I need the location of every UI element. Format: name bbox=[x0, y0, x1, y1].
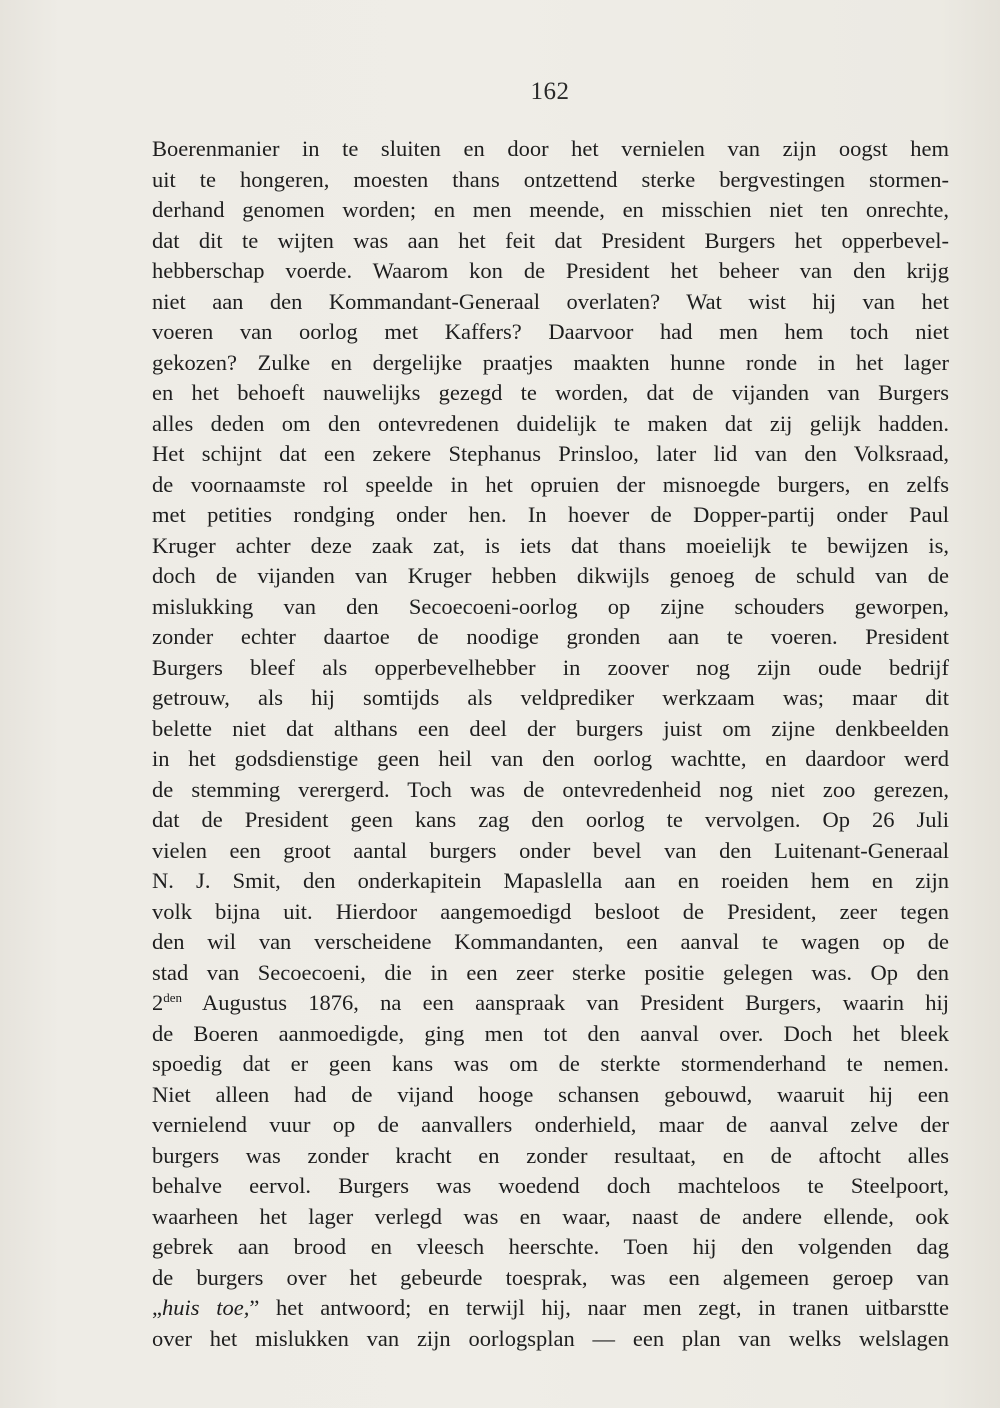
text-line: den wil van verscheidene Kommandanten, een aanval te wagen op de bbox=[152, 929, 949, 954]
text-line: gekozen? Zulke en dergelijke praatjes maakten hunne ronde in het lager bbox=[152, 349, 949, 375]
text-line: belette niet dat althans een deel der burgers juist om zijne denkbeelden bbox=[152, 715, 949, 741]
text-line: zonder echter daartoe de noodige gronden aan te voeren. President bbox=[152, 624, 949, 649]
text-line: volk bijna uit. Hierdoor aangemoedigd besloot de President, zeer tegen bbox=[152, 898, 949, 924]
text-line: hebberschap voerde. Waarom kon de President het beheer van den krijg bbox=[152, 258, 949, 283]
text-line: in het godsdienstige geen heil van den oorlog wachtte, en daardoor werd bbox=[152, 746, 949, 771]
text-line: gebrek aan brood en vleesch heerschte. Toen hij den volgenden dag bbox=[152, 1234, 949, 1259]
text-line-date bbox=[152, 988, 949, 1019]
text-line: Het schijnt dat een zekere Stephanus Prinsloo, later lid van den Volksraad, bbox=[152, 441, 949, 466]
text-line: met petities rondging onder hen. In hoever de Dopper-partij onder Paul bbox=[152, 502, 949, 527]
quote-rest: ” het antwoord; en terwijl hij, naar men zegt, in tranen uitbarstte bbox=[249, 1295, 949, 1320]
text-line: dat dit te wijten was aan het feit dat President Burgers het opperbevel- bbox=[152, 227, 949, 253]
text-line: doch de vijanden van Kruger hebben dikwijls genoeg de schuld van de bbox=[152, 563, 949, 588]
text-line-quote bbox=[152, 1293, 949, 1324]
date-rest: Augustus 1876, na een aanspraak van President Burgers, waarin hij bbox=[182, 990, 949, 1015]
text-line: vielen een groot aantal burgers onder bevel van den Luitenant-Generaal bbox=[152, 837, 949, 863]
text-line: de voornaamste rol speelde in het opruien der misnoegde burgers, en zelfs bbox=[152, 471, 949, 497]
text-line: voeren van oorlog met Kaffers? Daarvoor had men hem toch niet bbox=[152, 319, 949, 344]
text-line: alles deden om den ontevredenen duidelijk te maken dat zij gelijk hadden. bbox=[152, 410, 949, 436]
italic-quote: huis toe, bbox=[162, 1295, 250, 1320]
text-line: behalve eervol. Burgers was woedend doch machteloos te Steelpoort, bbox=[152, 1173, 949, 1198]
text-line: Burgers bleef als opperbevelhebber in zoover nog zijn oude bedrijf bbox=[152, 654, 949, 680]
text-line: vernielend vuur op de aanvallers onderhield, maar de aanval zelve der bbox=[152, 1112, 949, 1137]
text-line: spoedig dat er geen kans was om de sterkte stormenderhand te nemen. bbox=[152, 1051, 949, 1076]
text-line: over het mislukken van zijn oorlogsplan — een plan van welks welslagen bbox=[152, 1325, 949, 1351]
text-line: Kruger achter deze zaak zat, is iets dat thans moeielijk te bewijzen is, bbox=[152, 532, 949, 558]
text-line: de stemming verergerd. Toch was de ontevredenheid nog niet zoo gerezen, bbox=[152, 776, 949, 802]
text-line: niet aan den Kommandant-Generaal overlaten? Wat wist hij van het bbox=[152, 288, 949, 314]
text-line: derhand genomen worden; en men meende, en misschien niet ten onrechte, bbox=[152, 197, 949, 222]
text-line: stad van Secoecoeni, die in een zeer sterke positie gelegen was. Op den bbox=[152, 959, 949, 985]
text-line: getrouw, als hij somtijds als veldprediker werkzaam was; maar dit bbox=[152, 685, 949, 710]
superscript-den: den bbox=[163, 990, 183, 1005]
text-line: waarheen het lager verlegd was en waar, naast de andere ellende, ook bbox=[152, 1203, 949, 1229]
text-line: uit te hongeren, moesten thans ontzettend sterke bergvestingen stormen- bbox=[152, 166, 949, 192]
text-line: Boerenmanier in te sluiten en door het vernielen van zijn oogst hem bbox=[152, 136, 949, 161]
text-line: mislukking van den Secoecoeni-oorlog op zijne schouders geworpen, bbox=[152, 593, 949, 619]
text-line: Niet alleen had de vijand hooge schansen gebouwd, waaruit hij een bbox=[152, 1081, 949, 1107]
text-line: N. J. Smit, den onderkapitein Mapaslella aan en roeiden hem en zijn bbox=[152, 868, 949, 893]
page-number: 162 bbox=[530, 78, 570, 105]
text-line: de Boeren aanmoedigde, ging men tot den aanval over. Doch het bleek bbox=[152, 1020, 949, 1046]
text-line: en het behoeft nauwelijks gezegd te worden, dat de vijanden van Burgers bbox=[152, 380, 949, 405]
quote-open: „ bbox=[152, 1295, 162, 1320]
text-line: dat de President geen kans zag den oorlog te vervolgen. Op 26 Juli bbox=[152, 807, 949, 832]
text-line: de burgers over het gebeurde toesprak, was een algemeen geroep van bbox=[152, 1264, 949, 1290]
text-line: burgers was zonder kracht en zonder resultaat, en de aftocht alles bbox=[152, 1142, 949, 1168]
date-day: 2 bbox=[152, 990, 164, 1015]
body-text bbox=[152, 134, 949, 1354]
